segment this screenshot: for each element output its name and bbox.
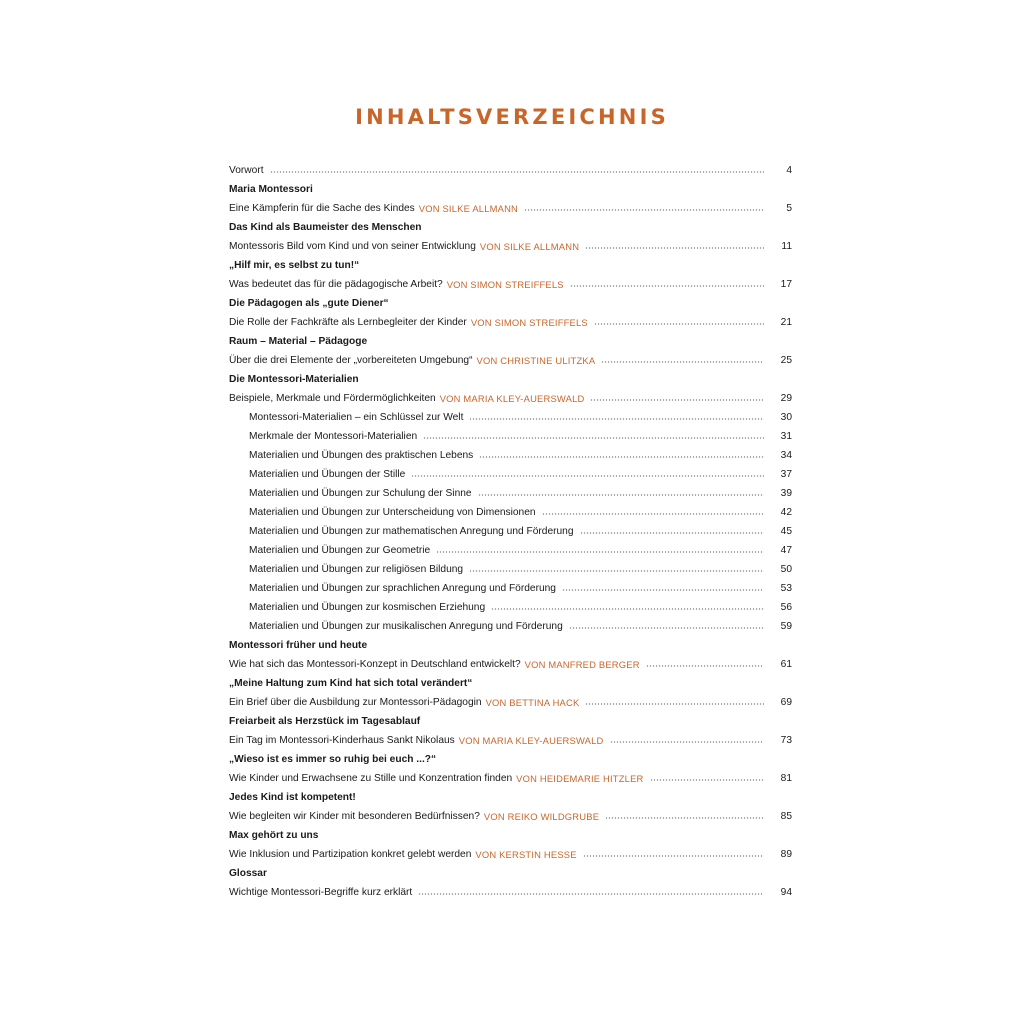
toc-section-heading: [229, 826, 792, 845]
toc-page-number: 53: [780, 583, 792, 594]
toc-entry: [229, 693, 792, 712]
toc-page-number: 30: [780, 412, 792, 423]
toc-page-number: 21: [780, 317, 792, 328]
dot-leader: [569, 627, 764, 629]
toc-section-heading: [229, 636, 792, 655]
toc-entry-title: Raum – Material – Pädagoge: [229, 336, 368, 347]
dot-leader: [605, 817, 764, 819]
toc-page-number: 50: [780, 564, 792, 575]
dot-leader: [436, 551, 764, 553]
toc-entry-title: Vorwort: [229, 165, 264, 176]
toc-entry-title: Max gehört zu uns: [229, 830, 319, 841]
toc-page-number: 73: [780, 735, 792, 746]
toc-entry-title: Über die drei Elemente der „vorbereiteten Umgebung“: [229, 355, 473, 366]
toc-entry-author: VON BETTINA HACK: [485, 697, 580, 708]
toc-entry-title: Wichtige Montessori-Begriffe kurz erklärt: [229, 887, 413, 898]
toc-entry-title: Materialien und Übungen des praktischen Lebens: [249, 450, 474, 461]
page-title: INHALTSVERZEICHNIS: [355, 105, 669, 129]
dot-leader: [524, 209, 764, 211]
toc-entry-author: VON SILKE ALLMANN: [418, 203, 519, 214]
toc-entry-title: Merkmale der Montessori-Materialien: [249, 431, 418, 442]
dot-leader: [590, 399, 764, 401]
toc-entry-title: Materialien und Übungen zur kosmischen Erziehung: [249, 602, 486, 613]
toc-page-number: 45: [780, 526, 792, 537]
toc-entry-author: VON HEIDEMARIE HITZLER: [516, 773, 644, 784]
toc-subentry: [229, 427, 792, 446]
toc-page-number: 94: [780, 887, 792, 898]
toc-entry: [229, 883, 792, 902]
toc-entry-title: Montessori-Materialien – ein Schlüssel zur Welt: [249, 412, 464, 423]
toc-entry: [229, 313, 792, 332]
dot-leader: [469, 418, 764, 420]
toc-subentry: [229, 465, 792, 484]
toc-entry: [229, 237, 792, 256]
table-of-contents: [229, 161, 792, 902]
toc-page-number: 37: [780, 469, 792, 480]
toc-section-heading: [229, 218, 792, 237]
toc-section-heading: [229, 180, 792, 199]
toc-page-number: 56: [780, 602, 792, 613]
toc-section-heading: [229, 294, 792, 313]
toc-entry: [229, 655, 792, 674]
toc-entry-title: Materialien und Übungen zur mathematischen Anregung und Förderung: [249, 526, 574, 537]
toc-section-heading: [229, 332, 792, 351]
toc-page-number: 39: [780, 488, 792, 499]
toc-entry-title: Das Kind als Baumeister des Menschen: [229, 222, 422, 233]
dot-leader: [479, 456, 764, 458]
toc-entry: [229, 731, 792, 750]
toc-entry-title: Montessoris Bild vom Kind und von seiner Entwicklung: [229, 241, 476, 252]
dot-leader: [562, 589, 764, 591]
toc-entry-title: Maria Montessori: [229, 184, 313, 195]
toc-page-number: 34: [780, 450, 792, 461]
toc-entry-author: VON CHRISTINE ULITZKA: [476, 355, 596, 366]
toc-entry: [229, 351, 792, 370]
toc-entry-title: Glossar: [229, 868, 267, 879]
dot-leader: [270, 171, 764, 173]
toc-entry-title: „Meine Haltung zum Kind hat sich total verändert“: [229, 678, 473, 689]
toc-page-number: 29: [780, 393, 792, 404]
toc-entry: [229, 275, 792, 294]
toc-entry-title: Materialien und Übungen zur sprachlichen Anregung und Förderung: [249, 583, 556, 594]
toc-subentry: [229, 598, 792, 617]
toc-entry-title: Materialien und Übungen zur musikalischen Anregung und Förderung: [249, 621, 563, 632]
toc-entry-author: VON SILKE ALLMANN: [479, 241, 580, 252]
toc-page-number: 69: [780, 697, 792, 708]
dot-leader: [585, 247, 764, 249]
toc-entry-title: Die Pädagogen als „gute Diener“: [229, 298, 389, 309]
toc-section-heading: [229, 256, 792, 275]
dot-leader: [423, 437, 764, 439]
toc-entry-title: Was bedeutet das für die pädagogische Arbeit?: [229, 279, 443, 290]
toc-page-number: 17: [780, 279, 792, 290]
toc-page-number: 85: [780, 811, 792, 822]
toc-page-number: 11: [781, 241, 792, 252]
toc-subentry: [229, 579, 792, 598]
dot-leader: [469, 570, 764, 572]
toc-entry-author: VON MARIA KLEY-AUERSWALD: [439, 393, 585, 404]
dot-leader: [585, 703, 764, 705]
dot-leader: [478, 494, 764, 496]
toc-page-number: 31: [780, 431, 792, 442]
toc-page-number: 61: [780, 659, 792, 670]
toc-entry-author: VON SIMON STREIFFELS: [446, 279, 564, 290]
toc-subentry: [229, 408, 792, 427]
toc-entry-author: VON REIKO WILDGRUBE: [483, 811, 600, 822]
toc-page-number: 59: [780, 621, 792, 632]
toc-page-number: 4: [786, 165, 792, 176]
toc-entry-title: „Hilf mir, es selbst zu tun!“: [229, 260, 360, 271]
dot-leader: [610, 741, 764, 743]
toc-subentry: [229, 560, 792, 579]
toc-section-heading: [229, 674, 792, 693]
toc-subentry: [229, 522, 792, 541]
toc-subentry: [229, 503, 792, 522]
toc-entry-title: Wie Inklusion und Partizipation konkret gelebt werden: [229, 849, 472, 860]
dot-leader: [411, 475, 764, 477]
toc-section-heading: [229, 864, 792, 883]
dot-leader: [542, 513, 764, 515]
toc-entry: [229, 389, 792, 408]
toc-section-heading: [229, 712, 792, 731]
toc-entry-title: Jedes Kind ist kompetent!: [229, 792, 356, 803]
toc-entry-title: Materialien und Übungen der Stille: [249, 469, 406, 480]
toc-subentry: [229, 541, 792, 560]
toc-entry-author: VON MANFRED BERGER: [524, 659, 640, 670]
toc-entry-title: Materialien und Übungen zur Unterscheidung von Dimensionen: [249, 507, 536, 518]
toc-entry-title: Materialien und Übungen zur Schulung der Sinne: [249, 488, 472, 499]
toc-subentry: [229, 484, 792, 503]
toc-section-heading: [229, 788, 792, 807]
toc-entry: [229, 769, 792, 788]
toc-entry: [229, 161, 792, 180]
toc-entry-title: Wie begleiten wir Kinder mit besonderen Bedürfnissen?: [229, 811, 480, 822]
toc-entry: [229, 807, 792, 826]
toc-entry-title: Die Montessori-Materialien: [229, 374, 359, 385]
toc-entry-title: Die Rolle der Fachkräfte als Lernbegleiter der Kinder: [229, 317, 467, 328]
dot-leader: [646, 665, 764, 667]
toc-entry-author: VON KERSTIN HESSE: [475, 849, 577, 860]
toc-page-number: 47: [780, 545, 792, 556]
toc-entry-title: Wie hat sich das Montessori-Konzept in Deutschland entwickelt?: [229, 659, 521, 670]
toc-entry-title: Materialien und Übungen zur religiösen Bildung: [249, 564, 464, 575]
toc-subentry: [229, 446, 792, 465]
toc-section-heading: [229, 370, 792, 389]
toc-page-number: 25: [780, 355, 792, 366]
dot-leader: [594, 323, 764, 325]
toc-entry-title: Wie Kinder und Erwachsene zu Stille und Konzentration finden: [229, 773, 513, 784]
toc-subentry: [229, 617, 792, 636]
toc-entry-title: Ein Tag im Montessori-Kinderhaus Sankt Nikolaus: [229, 735, 455, 746]
toc-entry: [229, 845, 792, 864]
toc-entry-author: VON MARIA KLEY-AUERSWALD: [458, 735, 604, 746]
toc-entry-title: Freiarbeit als Herzstück im Tagesablauf: [229, 716, 421, 727]
toc-entry: [229, 199, 792, 218]
toc-page-number: 5: [786, 203, 792, 214]
toc-entry-title: „Wieso ist es immer so ruhig bei euch ...?“: [229, 754, 437, 765]
toc-entry-title: Beispiele, Merkmale und Fördermöglichkeiten: [229, 393, 436, 404]
toc-entry-title: Montessori früher und heute: [229, 640, 368, 651]
toc-page-number: 42: [780, 507, 792, 518]
toc-entry-title: Eine Kämpferin für die Sache des Kindes: [229, 203, 415, 214]
toc-section-heading: [229, 750, 792, 769]
dot-leader: [583, 855, 764, 857]
toc-entry-author: VON SIMON STREIFFELS: [470, 317, 588, 328]
toc-page-number: 81: [780, 773, 792, 784]
dot-leader: [570, 285, 764, 287]
dot-leader: [580, 532, 764, 534]
toc-entry-title: Materialien und Übungen zur Geometrie: [249, 545, 431, 556]
dot-leader: [601, 361, 764, 363]
toc-entry-title: Ein Brief über die Ausbildung zur Montessori-Pädagogin: [229, 697, 482, 708]
dot-leader: [650, 779, 765, 781]
toc-page-number: 89: [780, 849, 792, 860]
dot-leader: [491, 608, 764, 610]
dot-leader: [418, 893, 764, 895]
